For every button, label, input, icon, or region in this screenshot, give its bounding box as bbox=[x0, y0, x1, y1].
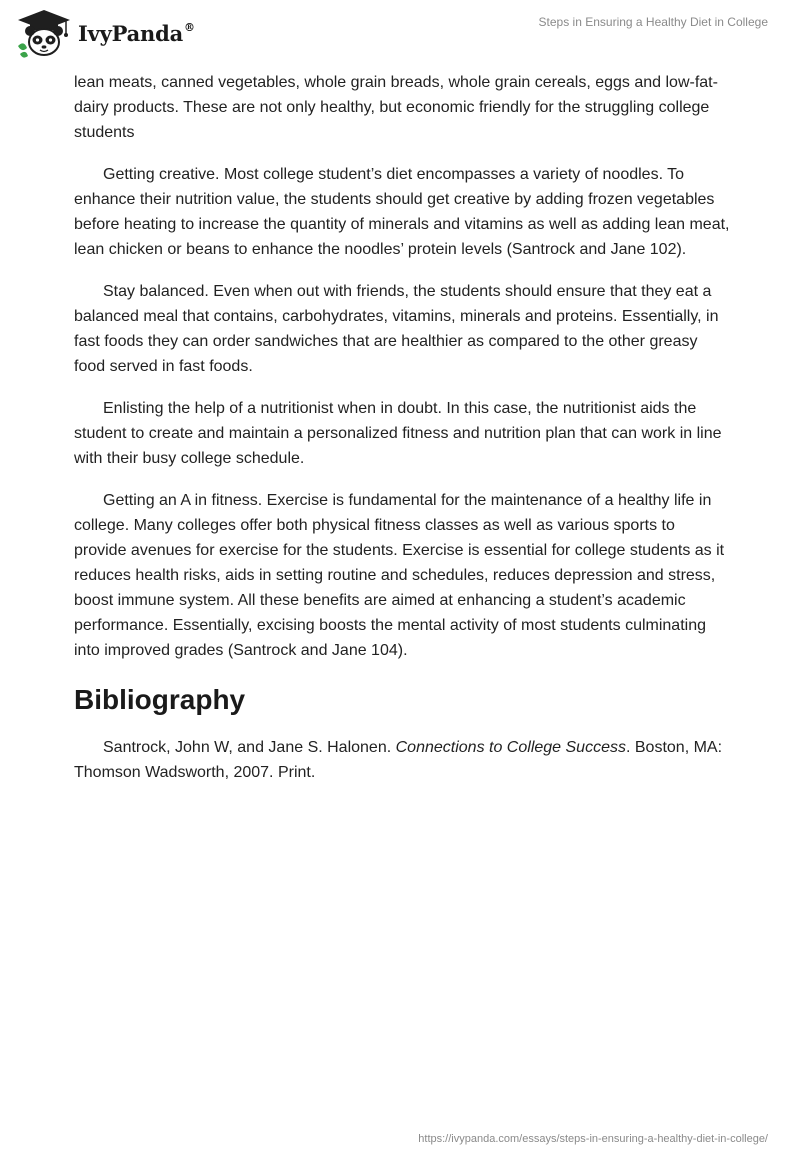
footer-url[interactable]: https://ivypanda.com/essays/steps-in-ensuring-a-healthy-diet-in-college/ bbox=[418, 1133, 768, 1145]
ivypanda-logo[interactable] bbox=[14, 8, 195, 58]
running-title: Steps in Ensuring a Healthy Diet in College bbox=[538, 15, 768, 29]
bibliography-entry bbox=[74, 735, 730, 785]
paragraph-nutritionist: Enlisting the help of a nutritionist when in doubt. In this case, the nutritionist aids the student to create and maintain a personalized fitness and nutrition plan that can work in line with their busy college schedule. bbox=[74, 400, 722, 467]
panda-graduate-icon bbox=[14, 8, 74, 58]
logo-text: IvyPanda bbox=[78, 20, 184, 46]
bibliography-heading: Bibliography bbox=[74, 684, 246, 715]
essay-content bbox=[74, 70, 730, 785]
paragraph-getting-creative: Getting creative. Most college student’s diet encompasses a variety of noodles. To enhance their nutrition value, the students should get creative by adding frozen vegetables before heating to increase the quantity of minerals and vitamins as well as adding lean meat, lean chicken or beans to enhance the noodles’ protein levels (Santrock and Jane 102). bbox=[74, 166, 730, 258]
logo-wordmark bbox=[78, 21, 195, 46]
citation-authors: Santrock, John W, and Jane S. Halonen. bbox=[103, 739, 396, 756]
paragraph-continued: lean meats, canned vegetables, whole grain breads, whole grain cereals, eggs and low-fat-dairy products. These are not only healthy, but economic friendly for the struggling college students bbox=[74, 74, 718, 141]
paragraph-stay-balanced: Stay balanced. Even when out with friends, the students should ensure that they eat a balanced meal that contains, carbohydrates, vitamins, minerals and proteins. Essentially, in fast foods they can order sandwiches that are healthier as compared to the other greasy food served in fast foods. bbox=[74, 283, 719, 375]
citation-details: . Boston, MA: Thomson Wadsworth, 2007. Print. bbox=[74, 739, 723, 781]
registered-mark: ® bbox=[184, 20, 195, 34]
citation-title: Connections to College Success bbox=[395, 739, 626, 756]
paragraph-fitness: Getting an A in fitness. Exercise is fundamental for the maintenance of a healthy life in college. Many colleges offer both physical fitness classes as well as various sports to provide avenues for exercise for the students. Exercise is essential for college students as it reduces health risks, aids in setting routine and schedules, reduces depression and stress, boost immune system. All these benefits are aimed at enhancing a student’s academic performance. Essentially, excising boosts the mental activity of most students culminating into improved grades (Santrock and Jane 104). bbox=[74, 492, 725, 659]
page-header bbox=[0, 0, 800, 64]
